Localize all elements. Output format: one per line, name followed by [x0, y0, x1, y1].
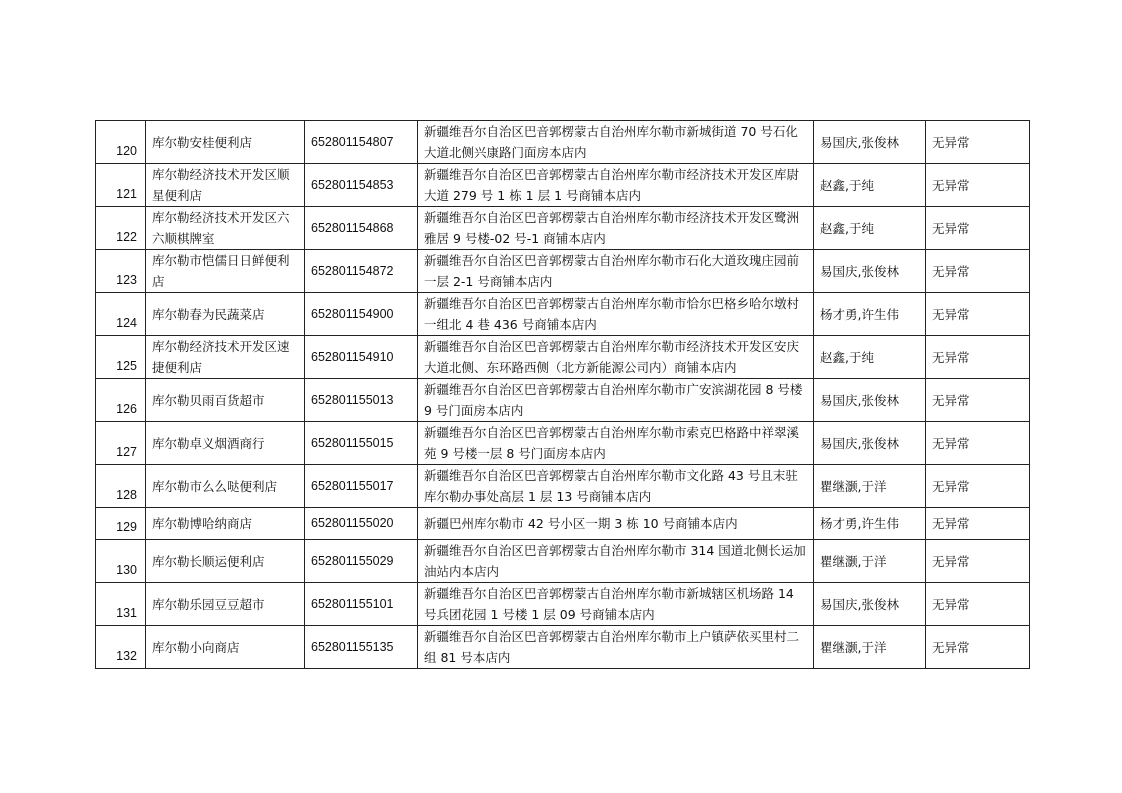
inspectors: 易国庆,张俊林: [814, 379, 926, 422]
inspectors: 瞿继灏,于洋: [814, 626, 926, 669]
inspection-result: 无异常: [926, 422, 1030, 465]
store-address: 新疆维吾尔自治区巴音郭楞蒙古自治州库尔勒市 314 国道北侧长运加油站内本店内: [418, 540, 814, 583]
inspection-result: 无异常: [926, 336, 1030, 379]
inspectors: 易国庆,张俊林: [814, 583, 926, 626]
store-address: 新疆维吾尔自治区巴音郭楞蒙古自治州库尔勒市文化路 43 号且末驻库尔勒办事处高层 1 层 13 号商铺本店内: [418, 465, 814, 508]
inspectors: 易国庆,张俊林: [814, 250, 926, 293]
inspection-table: [95, 120, 1030, 669]
license-number: 652801155135: [305, 626, 418, 669]
store-name: 库尔勒经济技术开发区顺星便利店: [146, 164, 305, 207]
row-number: 122: [96, 207, 146, 250]
store-address: 新疆维吾尔自治区巴音郭楞蒙古自治州库尔勒市经济技术开发区库尉大道 279 号 1 栋 1 层 1 号商铺本店内: [418, 164, 814, 207]
inspection-result: 无异常: [926, 508, 1030, 540]
store-name: 库尔勒经济技术开发区速捷便利店: [146, 336, 305, 379]
row-number: 125: [96, 336, 146, 379]
table-row: [96, 540, 1030, 583]
store-address: 新疆维吾尔自治区巴音郭楞蒙古自治州库尔勒市新城辖区机场路 14 号兵团花园 1 号楼 1 层 09 号商铺本店内: [418, 583, 814, 626]
row-number: 124: [96, 293, 146, 336]
license-number: 652801154872: [305, 250, 418, 293]
row-number: 120: [96, 121, 146, 164]
row-number: 126: [96, 379, 146, 422]
license-number: 652801154910: [305, 336, 418, 379]
inspection-result: 无异常: [926, 379, 1030, 422]
table-row: [96, 626, 1030, 669]
table-row: [96, 250, 1030, 293]
inspection-result: 无异常: [926, 121, 1030, 164]
store-name: 库尔勒博哈纳商店: [146, 508, 305, 540]
store-name: 库尔勒安桂便利店: [146, 121, 305, 164]
row-number: 123: [96, 250, 146, 293]
inspectors: 赵鑫,于纯: [814, 207, 926, 250]
inspection-result: 无异常: [926, 250, 1030, 293]
table-row: [96, 293, 1030, 336]
inspection-result: 无异常: [926, 583, 1030, 626]
store-address: 新疆维吾尔自治区巴音郭楞蒙古自治州库尔勒市上户镇萨依买里村二组 81 号本店内: [418, 626, 814, 669]
license-number: 652801155017: [305, 465, 418, 508]
store-name: 库尔勒小向商店: [146, 626, 305, 669]
row-number: 130: [96, 540, 146, 583]
row-number: 128: [96, 465, 146, 508]
store-address: 新疆巴州库尔勒市 42 号小区一期 3 栋 10 号商铺本店内: [418, 508, 814, 540]
table-row: [96, 207, 1030, 250]
inspection-result: 无异常: [926, 465, 1030, 508]
license-number: 652801154900: [305, 293, 418, 336]
license-number: 652801154868: [305, 207, 418, 250]
inspection-result: 无异常: [926, 626, 1030, 669]
license-number: 652801154853: [305, 164, 418, 207]
store-address: 新疆维吾尔自治区巴音郭楞蒙古自治州库尔勒市恰尔巴格乡哈尔墩村一组北 4 巷 436 号商铺本店内: [418, 293, 814, 336]
inspectors: 赵鑫,于纯: [814, 336, 926, 379]
store-name: 库尔勒贝雨百货超市: [146, 379, 305, 422]
table-row: [96, 121, 1030, 164]
table-row: [96, 422, 1030, 465]
store-address: 新疆维吾尔自治区巴音郭楞蒙古自治州库尔勒市索克巴格路中祥翠溪苑 9 号楼一层 8 号门面房本店内: [418, 422, 814, 465]
inspection-result: 无异常: [926, 293, 1030, 336]
store-name: 库尔勒卓义烟酒商行: [146, 422, 305, 465]
row-number: 129: [96, 508, 146, 540]
store-name: 库尔勒春为民蔬菜店: [146, 293, 305, 336]
inspectors: 杨才勇,许生伟: [814, 508, 926, 540]
inspectors: 瞿继灏,于洋: [814, 540, 926, 583]
inspection-result: 无异常: [926, 207, 1030, 250]
inspectors: 赵鑫,于纯: [814, 164, 926, 207]
inspectors: 易国庆,张俊林: [814, 422, 926, 465]
row-number: 132: [96, 626, 146, 669]
row-number: 131: [96, 583, 146, 626]
inspectors: 瞿继灏,于洋: [814, 465, 926, 508]
license-number: 652801155015: [305, 422, 418, 465]
table-row: [96, 379, 1030, 422]
inspectors: 易国庆,张俊林: [814, 121, 926, 164]
license-number: 652801155101: [305, 583, 418, 626]
table-row: [96, 583, 1030, 626]
store-name: 库尔勒市么么哒便利店: [146, 465, 305, 508]
inspection-result: 无异常: [926, 164, 1030, 207]
row-number: 127: [96, 422, 146, 465]
store-address: 新疆维吾尔自治区巴音郭楞蒙古自治州库尔勒市广安滨湖花园 8 号楼 9 号门面房本店内: [418, 379, 814, 422]
license-number: 652801155029: [305, 540, 418, 583]
store-name: 库尔勒乐园豆豆超市: [146, 583, 305, 626]
row-number: 121: [96, 164, 146, 207]
table-row: [96, 336, 1030, 379]
store-name: 库尔勒经济技术开发区六六顺棋牌室: [146, 207, 305, 250]
table-row: [96, 164, 1030, 207]
inspectors: 杨才勇,许生伟: [814, 293, 926, 336]
store-address: 新疆维吾尔自治区巴音郭楞蒙古自治州库尔勒市经济技术开发区安庆大道北侧、东环路西侧（北方新能源公司内）商铺本店内: [418, 336, 814, 379]
license-number: 652801155013: [305, 379, 418, 422]
license-number: 652801154807: [305, 121, 418, 164]
store-name: 库尔勒长顺运便利店: [146, 540, 305, 583]
store-address: 新疆维吾尔自治区巴音郭楞蒙古自治州库尔勒市经济技术开发区鹭洲雅居 9 号楼-02 号-1 商铺本店内: [418, 207, 814, 250]
store-address: 新疆维吾尔自治区巴音郭楞蒙古自治州库尔勒市石化大道玫瑰庄园前一层 2-1 号商铺本店内: [418, 250, 814, 293]
inspection-result: 无异常: [926, 540, 1030, 583]
store-name: 库尔勒市恺儒日日鲜便利店: [146, 250, 305, 293]
license-number: 652801155020: [305, 508, 418, 540]
table-row: [96, 508, 1030, 540]
store-address: 新疆维吾尔自治区巴音郭楞蒙古自治州库尔勒市新城街道 70 号石化大道北侧兴康路门面房本店内: [418, 121, 814, 164]
table-row: [96, 465, 1030, 508]
